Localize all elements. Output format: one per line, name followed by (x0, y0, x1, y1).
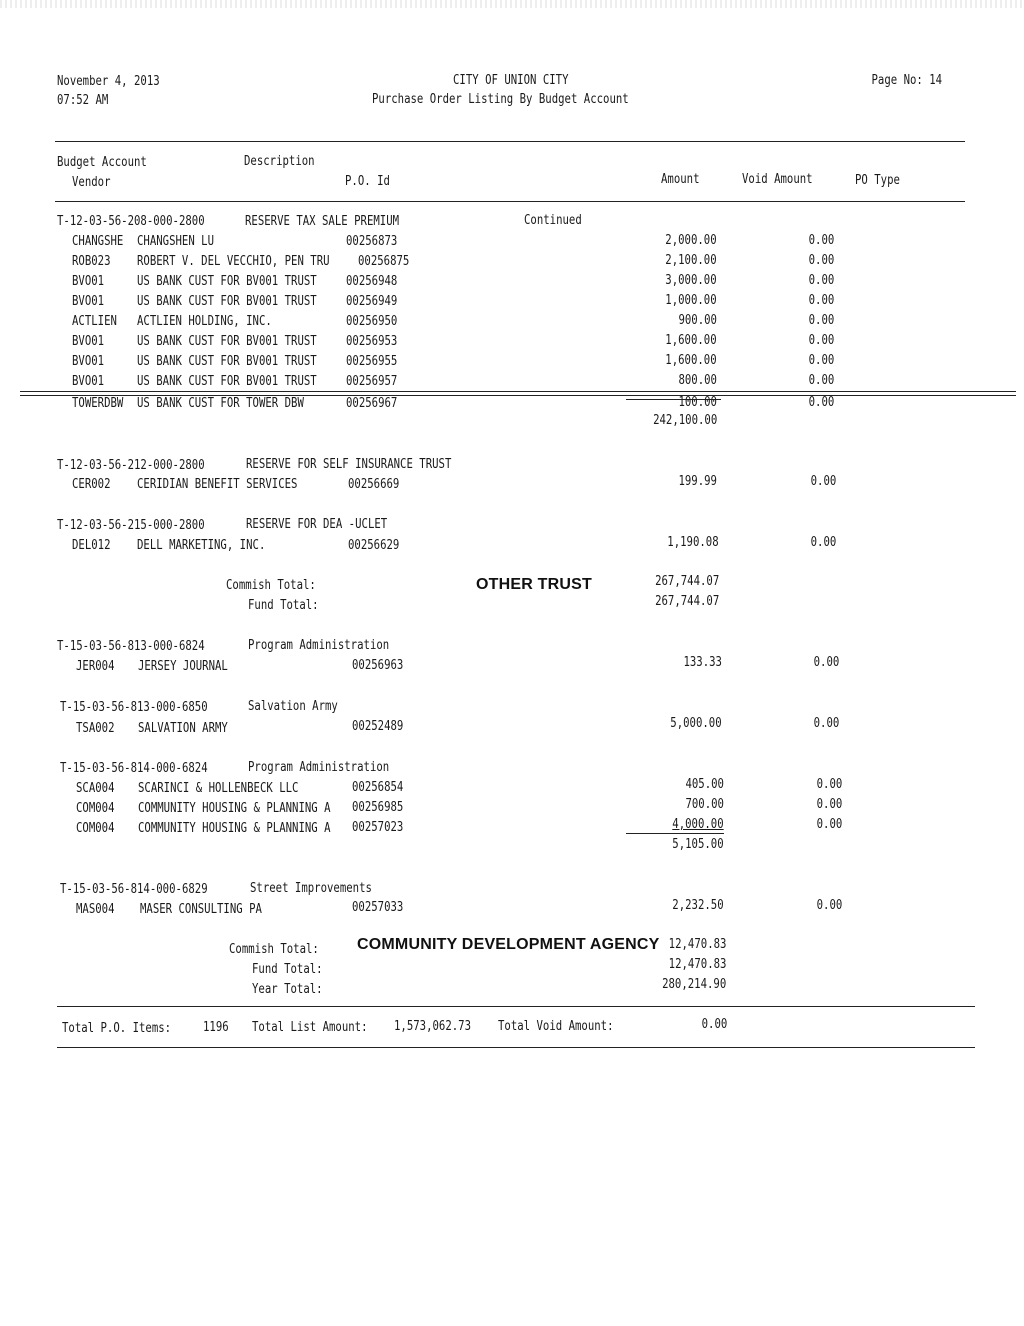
void-amount: 0.00 (810, 535, 836, 550)
amount: 2,100.00 (665, 253, 717, 268)
section2-description: RESERVE FOR SELF INSURANCE TRUST (246, 457, 452, 472)
void-amount: 0.00 (808, 395, 834, 410)
po-id: 00256950 (346, 314, 398, 329)
section1-account: T-12-03-56-208-000-2800 (57, 214, 205, 229)
col-po-id: P.O. Id (345, 174, 390, 189)
vendor-name: MASER CONSULTING PA (140, 902, 262, 917)
section3-description: RESERVE FOR DEA -UCLET (246, 517, 388, 532)
total-items-label: Total P.O. Items: (62, 1021, 172, 1036)
po-id: 00256854 (352, 780, 404, 795)
year-total-label: Year Total: (252, 982, 323, 997)
vendor-name: COMMUNITY HOUSING & PLANNING A (138, 821, 331, 836)
po-id: 00256629 (348, 538, 400, 553)
void-amount: 0.00 (816, 777, 842, 792)
void-amount: 0.00 (808, 353, 834, 368)
vendor-name: JERSEY JOURNAL (138, 659, 228, 674)
report-time: 07:52 AM (57, 93, 109, 108)
vendor-code: SCA004 (76, 781, 115, 796)
section7-description: Street Improvements (250, 881, 372, 896)
vendor-name: US BANK CUST FOR BV001 TRUST (137, 354, 317, 369)
amount: 1,600.00 (665, 353, 717, 368)
po-id: 00257033 (352, 900, 404, 915)
section1-continued: Continued (524, 213, 582, 228)
column-header-rule (55, 201, 965, 202)
amount: 800.00 (678, 373, 717, 388)
amount: 1,000.00 (665, 293, 717, 308)
vendor-name: SCARINCI & HOLLENBECK LLC (138, 781, 299, 796)
vendor-code: DEL012 (72, 538, 111, 553)
total-items-value: 1196 (203, 1020, 229, 1035)
col-amount: Amount (661, 172, 700, 187)
section4-description: Program Administration (248, 638, 390, 653)
vendor-code: ACTLIEN (72, 314, 117, 329)
void-amount: 0.00 (808, 293, 834, 308)
po-id: 00256949 (346, 294, 398, 309)
void-amount: 0.00 (816, 898, 842, 913)
amount: 1,600.00 (665, 333, 717, 348)
amount: 3,000.00 (665, 273, 717, 288)
total-void-value: 0.00 (701, 1017, 727, 1032)
scan-artifact-top (0, 0, 1024, 8)
vendor-name: US BANK CUST FOR BV001 TRUST (137, 294, 317, 309)
section1-subtotal: 242,100.00 (652, 413, 717, 428)
vendor-name: US BANK CUST FOR BV001 TRUST (137, 374, 317, 389)
void-amount: 0.00 (808, 333, 834, 348)
amount: 100.00 (678, 395, 717, 410)
col-void-amount: Void Amount (742, 172, 813, 187)
section4-account: T-15-03-56-813-000-6824 (57, 639, 205, 654)
vendor-code: BVO01 (72, 354, 105, 369)
page-number: Page No: 14 (871, 73, 942, 88)
po-id: 00256948 (346, 274, 398, 289)
vendor-code: COM004 (76, 801, 115, 816)
cda-stamp: COMMUNITY DEVELOPMENT AGENCY (357, 936, 660, 953)
footer-rule-top (57, 1006, 975, 1007)
void-amount: 0.00 (810, 474, 836, 489)
vendor-code: CER002 (72, 477, 111, 492)
header-rule (55, 141, 965, 142)
page-rule-upper (20, 391, 1016, 392)
section6-description: Program Administration (248, 760, 390, 775)
organization-name: CITY OF UNION CITY (453, 73, 569, 88)
vendor-name: ACTLIEN HOLDING, INC. (137, 314, 272, 329)
report-date: November 4, 2013 (57, 74, 160, 89)
section3-account: T-12-03-56-215-000-2800 (57, 518, 205, 533)
vendor-name: ROBERT V. DEL VECCHIO, PEN TRU (137, 254, 330, 269)
vendor-name: US BANK CUST FOR BV001 TRUST (137, 274, 317, 289)
fund-total-value: 267,744.07 (654, 594, 719, 609)
vendor-code: BVO01 (72, 294, 105, 309)
section2-account: T-12-03-56-212-000-2800 (57, 458, 205, 473)
vendor-name: US BANK CUST FOR BV001 TRUST (137, 334, 317, 349)
subtotal-rule (626, 833, 724, 834)
report-title: Purchase Order Listing By Budget Account (372, 92, 629, 107)
amount: 4,000.00 (672, 817, 724, 832)
vendor-code: ROB023 (72, 254, 111, 269)
total-void-label: Total Void Amount: (498, 1019, 614, 1034)
void-amount: 0.00 (813, 655, 839, 670)
section1-description: RESERVE TAX SALE PREMIUM (245, 214, 400, 229)
amount: 5,000.00 (670, 716, 722, 731)
po-id: 00257023 (352, 820, 404, 835)
fund-total-label: Fund Total: (252, 962, 323, 977)
void-amount: 0.00 (808, 313, 834, 328)
po-id: 00256963 (352, 658, 404, 673)
void-amount: 0.00 (816, 817, 842, 832)
void-amount: 0.00 (808, 273, 834, 288)
section6-subtotal: 5,105.00 (672, 837, 724, 852)
other-trust-stamp: OTHER TRUST (476, 576, 592, 593)
commish-total-value: 267,744.07 (654, 574, 719, 589)
amount: 900.00 (678, 313, 717, 328)
amount: 1,190.08 (667, 535, 719, 550)
section5-account: T-15-03-56-813-000-6850 (60, 700, 208, 715)
vendor-code: COM004 (76, 821, 115, 836)
amount: 405.00 (685, 777, 724, 792)
po-id: 00256985 (352, 800, 404, 815)
po-id: 00256957 (346, 374, 398, 389)
vendor-name: COMMUNITY HOUSING & PLANNING A (138, 801, 331, 816)
section5-description: Salvation Army (248, 699, 338, 714)
section6-account: T-15-03-56-814-000-6824 (60, 761, 208, 776)
po-id: 00256669 (348, 477, 400, 492)
col-description: Description (244, 154, 315, 169)
vendor-code: TOWERDBW (72, 396, 124, 411)
year-total-value: 280,214.90 (661, 977, 726, 992)
vendor-code: JER004 (76, 659, 115, 674)
po-id: 00256967 (346, 396, 398, 411)
vendor-name: SALVATION ARMY (138, 721, 228, 736)
void-amount: 0.00 (808, 373, 834, 388)
vendor-name: CERIDIAN BENEFIT SERVICES (137, 477, 298, 492)
vendor-name: DELL MARKETING, INC. (137, 538, 266, 553)
amount: 700.00 (685, 797, 724, 812)
col-budget-account: Budget Account (57, 155, 147, 170)
vendor-code: TSA002 (76, 721, 115, 736)
vendor-code: MAS004 (76, 902, 115, 917)
vendor-code: BVO01 (72, 334, 105, 349)
vendor-name: CHANGSHEN LU (137, 234, 215, 249)
void-amount: 0.00 (808, 233, 834, 248)
po-id: 00252489 (352, 719, 404, 734)
total-list-value: 1,573,062.73 (394, 1019, 472, 1034)
amount: 2,000.00 (665, 233, 717, 248)
vendor-code: BVO01 (72, 274, 105, 289)
vendor-code: CHANGSHE (72, 234, 124, 249)
fund-total-label: Fund Total: (248, 598, 319, 613)
vendor-name: US BANK CUST FOR TOWER DBW (137, 396, 304, 411)
commish-total-value: 12,470.83 (668, 937, 726, 952)
section7-account: T-15-03-56-814-000-6829 (60, 882, 208, 897)
po-id: 00256875 (358, 254, 410, 269)
void-amount: 0.00 (813, 716, 839, 731)
amount: 2,232.50 (672, 898, 724, 913)
fund-total-value: 12,470.83 (668, 957, 726, 972)
commish-total-label: Commish Total: (229, 942, 319, 957)
po-id: 00256953 (346, 334, 398, 349)
po-id: 00256873 (346, 234, 398, 249)
footer-rule-bottom (57, 1047, 975, 1048)
void-amount: 0.00 (808, 253, 834, 268)
col-vendor: Vendor (72, 175, 111, 190)
po-id: 00256955 (346, 354, 398, 369)
vendor-code: BVO01 (72, 374, 105, 389)
commish-total-label: Commish Total: (226, 578, 316, 593)
total-list-label: Total List Amount: (252, 1020, 368, 1035)
col-po-type: PO Type (855, 173, 900, 188)
void-amount: 0.00 (816, 797, 842, 812)
amount: 199.99 (678, 474, 717, 489)
amount: 133.33 (683, 655, 722, 670)
